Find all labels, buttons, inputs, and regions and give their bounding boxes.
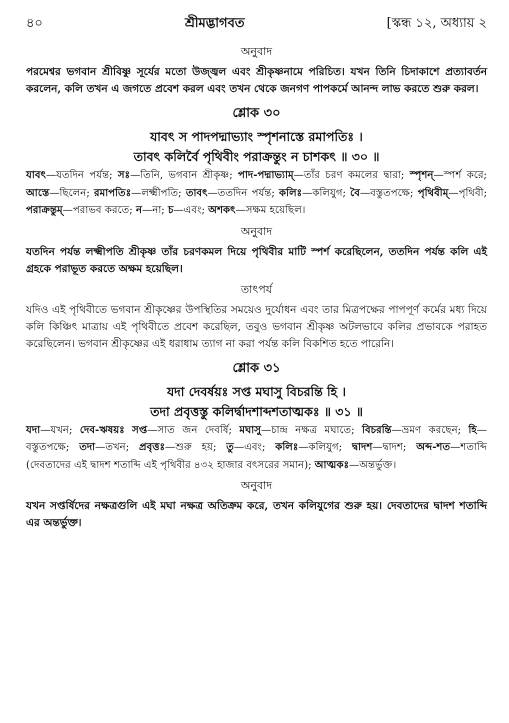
chapter-reference: [স্কন্ধ ১২, অধ্যায় ২	[386, 16, 487, 31]
purport-text: যদিও এই পৃথিবীতে ভগবান শ্রীকৃষ্ণের উপস্থিতির সময়েও দুর্যোধন এবং তার মিত্রপক্ষের পাপপূর্ণ কর্মের মধ্য দিয়ে কলি কিঞ্চিৎ মাত্রায় এই পৃথিবীতে প্রবেশ করেছিল, তবুও ভগবান শ্রীকৃষ্ণ অটলভাবে কলির প্রভাবকে পরাহত করেছিলেন। ভগবান শ্রীকৃষ্ণের এই ধরাধাম ত্যাগ না করা পর্যন্ত কলি বিকশিত হতে পারেনি।	[26, 303, 487, 350]
translation-heading: অনুবাদ	[240, 479, 273, 492]
purport-heading: তাৎপর্য	[240, 282, 273, 296]
translation-heading: অনুবাদ	[240, 45, 273, 58]
translation-text: যখন সপ্তর্ষিদের নক্ষত্রগুলি এই মঘা নক্ষত্র অতিক্রম করে, তখন কলিযুগের শুরু হয়। দেবতাদের দ্বাদশ শতাব্দি এর অন্তর্ভুক্ত।	[26, 500, 487, 529]
verse-line: তদা প্রবৃত্তস্তু কলির্দ্বাদশাব্দশতাত্মকঃ ॥ ৩১ ॥	[150, 403, 363, 419]
word-gloss: যদা—যখন; দেব-ঋষয়ঃ সপ্ত—সাত জন দেবর্ষি; মঘাসু—চান্দ্র নক্ষত্র মঘাতে; বিচরন্তি—ভ্রমণ করছেন; হি—বস্তুতপক্ষে; তদা—তখন; প্রবৃত্তঃ—শুরু হয়; তু—এবং; কলিঃ—কলিযুগ; দ্বাদশ—দ্বাদশ; অব্দ-শত—শতাব্দি (দেবতাদের এই দ্বাদশ শতাব্দি এই পৃথিবীর ৪৩২ হাজার বৎসরের সমান); আত্মকঃ—অন্তর্ভুক্ত।	[26, 423, 487, 471]
word-gloss: যাবৎ—যতদিন পর্যন্ত; সঃ—তিনি, ভগবান শ্রীকৃষ্ণ; পাদ-পদ্মাভ্যাম্—তাঁর চরণ কমলের দ্বারা; স্পৃশন্—স্পর্শ করে; আস্তে—ছিলেন; রমাপতিঃ—লক্ষ্মীপতি; তাবৎ—ততদিন পর্যন্ত; কলিঃ—কলিযুগ; বৈ—বস্তুতপক্ষে; পৃথিবীম্—পৃথিবী; পরাক্রন্তুম্—পরাভব করতে; ন—না; চ—এবং; অশকৎ—সক্ষম হয়েছিল।	[26, 169, 488, 216]
running-header	[26, 14, 487, 35]
verse-line: তাবৎ কলির্বৈ পৃথিবীং পরাক্রন্তুং ন চাশকৎ ॥ ৩০ ॥	[133, 149, 380, 164]
verse-line: যদা দেবর্ষয়ঃ সপ্ত মঘাসু বিচরন্তি হি ।	[166, 383, 347, 399]
verse-number: শ্লোক ৩১	[232, 360, 281, 376]
verse-number: শ্লোক ৩০	[232, 106, 281, 121]
translation-text: পরমেশ্বর ভগবান শ্রীবিষ্ণু সূর্যের মতো উজ্জ্বল এবং শ্রীকৃষ্ণনামে পরিচিত। যখন তিনি চিদাকাশে প্রত্যাবর্তন করলেন, কলি তখন এ জগতে প্রবেশ করল এবং তখন থেকে জনগণ পাপকর্মে আনন্দ লাভ করতে শুরু করল।	[26, 66, 487, 95]
translation-text: যতদিন পর্যন্ত লক্ষ্মীপতি শ্রীকৃষ্ণ তাঁর চরণকমল দিয়ে পৃথিবীর মাটি স্পর্শ করেছিলেন, ততদিন পর্যন্ত কলি এই গ্রহকে পরাভূত করতে অক্ষম হয়েছিল।	[26, 245, 487, 275]
translation-heading: অনুবাদ	[240, 224, 273, 238]
book-title: শ্রীমদ্ভাগবত	[184, 16, 245, 31]
page-number: ৪০	[26, 16, 43, 31]
verse-line: যাবৎ স পাদপদ্মাভ্যাং স্পৃশনাস্তে রমাপতিঃ ।	[150, 129, 363, 144]
